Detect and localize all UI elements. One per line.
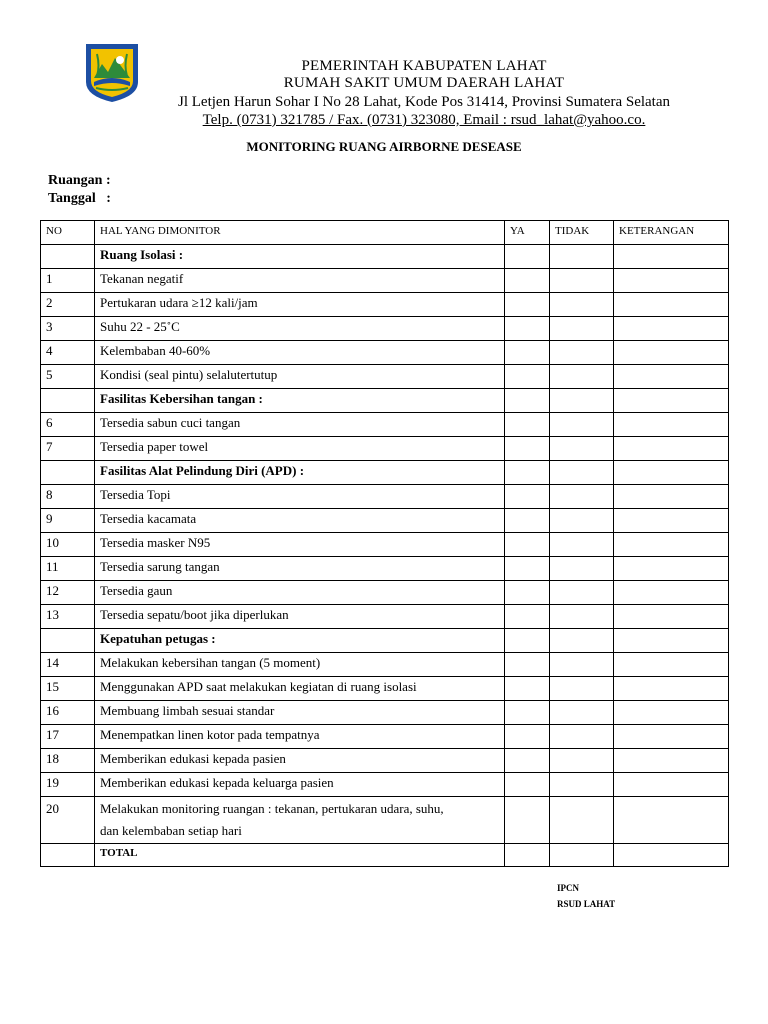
table-row (41, 437, 729, 461)
keterangan-cell[interactable] (614, 629, 729, 653)
keterangan-cell[interactable] (614, 773, 729, 797)
monitored-item: Tersedia Topi (95, 485, 505, 509)
tidak-cell[interactable] (550, 245, 614, 269)
row-number: 5 (41, 365, 95, 389)
row-number (41, 245, 95, 269)
form-meta (48, 172, 111, 208)
keterangan-cell[interactable] (614, 557, 729, 581)
monitored-item: Memberikan edukasi kepada pasien (95, 749, 505, 773)
row-number: 12 (41, 581, 95, 605)
keterangan-cell[interactable] (614, 389, 729, 413)
total-keterangan-cell[interactable] (614, 844, 729, 867)
tidak-cell[interactable] (550, 605, 614, 629)
tidak-cell[interactable] (550, 677, 614, 701)
row-number: 4 (41, 341, 95, 365)
monitored-item: Kondisi (seal pintu) selalutertutup (95, 365, 505, 389)
row-number: 13 (41, 605, 95, 629)
tidak-cell[interactable] (550, 485, 614, 509)
tidak-cell[interactable] (550, 413, 614, 437)
tidak-cell[interactable] (550, 269, 614, 293)
signoff (557, 880, 615, 912)
tidak-cell[interactable] (550, 509, 614, 533)
header-tidak: TIDAK (550, 221, 614, 245)
table-row (41, 293, 729, 317)
row-number: 17 (41, 725, 95, 749)
keterangan-cell[interactable] (614, 365, 729, 389)
header-no: NO (41, 221, 95, 245)
row-number: 10 (41, 533, 95, 557)
header-item: HAL YANG DIMONITOR (95, 221, 505, 245)
keterangan-cell[interactable] (614, 269, 729, 293)
keterangan-cell[interactable] (614, 341, 729, 365)
section-heading: Ruang Isolasi : (95, 245, 505, 269)
ya-cell[interactable] (505, 461, 550, 485)
row-number: 19 (41, 773, 95, 797)
keterangan-cell[interactable] (614, 461, 729, 485)
tidak-cell[interactable] (550, 341, 614, 365)
table-row (41, 413, 729, 437)
table-row (41, 773, 729, 797)
ya-cell[interactable] (505, 725, 550, 749)
table-row (41, 797, 729, 844)
document-title: MONITORING RUANG AIRBORNE DESEASE (246, 139, 522, 154)
total-ya-cell[interactable] (505, 844, 550, 867)
row-number: 20 (41, 797, 95, 844)
table-row (41, 653, 729, 677)
monitored-item: Membuang limbah sesuai standar (95, 701, 505, 725)
ya-cell[interactable] (505, 293, 550, 317)
tidak-cell[interactable] (550, 749, 614, 773)
monitored-item: Tekanan negatif (95, 269, 505, 293)
keterangan-cell[interactable] (614, 533, 729, 557)
tidak-cell[interactable] (550, 653, 614, 677)
monitored-item: Tersedia kacamata (95, 509, 505, 533)
monitored-item: Kelembaban 40-60% (95, 341, 505, 365)
ya-cell[interactable] (505, 341, 550, 365)
ya-cell[interactable] (505, 533, 550, 557)
section-row (41, 245, 729, 269)
table-header-row (41, 221, 729, 245)
tidak-cell[interactable] (550, 701, 614, 725)
keterangan-cell[interactable] (614, 245, 729, 269)
monitored-item: Tersedia gaun (95, 581, 505, 605)
table-row (41, 485, 729, 509)
ya-cell[interactable] (505, 437, 550, 461)
row-number: 11 (41, 557, 95, 581)
keterangan-cell[interactable] (614, 653, 729, 677)
table-row (41, 677, 729, 701)
table-row (41, 341, 729, 365)
section-heading: Kepatuhan petugas : (95, 629, 505, 653)
monitored-item: Suhu 22 - 25˚C (95, 317, 505, 341)
signoff-role: IPCN (557, 883, 579, 893)
keterangan-cell[interactable] (614, 437, 729, 461)
hospital-address: Jl Letjen Harun Sohar I No 28 Lahat, Kode Pos 31414, Provinsi Sumatera Selatan (178, 94, 670, 110)
row-number: 7 (41, 437, 95, 461)
keterangan-cell[interactable] (614, 797, 729, 844)
hospital-name: RUMAH SAKIT UMUM DAERAH LAHAT (283, 75, 565, 91)
section-heading: Fasilitas Alat Pelindung Diri (APD) : (95, 461, 505, 485)
row-number (41, 629, 95, 653)
ya-cell[interactable] (505, 365, 550, 389)
row-number: 6 (41, 413, 95, 437)
section-row (41, 389, 729, 413)
table-body (41, 245, 729, 844)
table-row (41, 269, 729, 293)
letterhead (80, 58, 768, 129)
ya-cell[interactable] (505, 413, 550, 437)
ya-cell[interactable] (505, 269, 550, 293)
monitored-item: Tersedia sepatu/boot jika diperlukan (95, 605, 505, 629)
tanggal-label: Tanggal : (48, 191, 111, 206)
keterangan-cell[interactable] (614, 749, 729, 773)
row-number: 9 (41, 509, 95, 533)
tidak-cell[interactable] (550, 437, 614, 461)
table-row (41, 533, 729, 557)
keterangan-cell[interactable] (614, 293, 729, 317)
keterangan-cell[interactable] (614, 485, 729, 509)
header-keterangan: KETERANGAN (614, 221, 729, 245)
row-number: 1 (41, 269, 95, 293)
tidak-cell[interactable] (550, 293, 614, 317)
table-row (41, 557, 729, 581)
ya-cell[interactable] (505, 749, 550, 773)
monitored-item: Tersedia masker N95 (95, 533, 505, 557)
tidak-cell[interactable] (550, 725, 614, 749)
table-row (41, 749, 729, 773)
section-row (41, 461, 729, 485)
row-number: 2 (41, 293, 95, 317)
keterangan-cell[interactable] (614, 581, 729, 605)
row-number: 8 (41, 485, 95, 509)
ya-cell[interactable] (505, 245, 550, 269)
table-row (41, 317, 729, 341)
total-row (41, 844, 729, 867)
monitored-item: Melakukan kebersihan tangan (5 moment) (95, 653, 505, 677)
row-number: 14 (41, 653, 95, 677)
monitored-item: Memberikan edukasi kepada keluarga pasien (95, 773, 505, 797)
table-row (41, 365, 729, 389)
ya-cell[interactable] (505, 701, 550, 725)
tidak-cell[interactable] (550, 317, 614, 341)
tidak-cell[interactable] (550, 389, 614, 413)
row-number (41, 389, 95, 413)
ruangan-label: Ruangan : (48, 173, 111, 188)
monitored-item (95, 797, 505, 844)
tidak-cell[interactable] (550, 629, 614, 653)
table-row (41, 581, 729, 605)
ya-cell[interactable] (505, 581, 550, 605)
table-row (41, 701, 729, 725)
keterangan-cell[interactable] (614, 605, 729, 629)
row-number (41, 461, 95, 485)
header-ya: YA (505, 221, 550, 245)
tidak-cell[interactable] (550, 773, 614, 797)
monitored-item: Tersedia paper towel (95, 437, 505, 461)
section-heading: Fasilitas Kebersihan tangan : (95, 389, 505, 413)
keterangan-cell[interactable] (614, 701, 729, 725)
government-name: PEMERINTAH KABUPATEN LAHAT (301, 58, 547, 74)
section-row (41, 629, 729, 653)
tidak-cell[interactable] (550, 797, 614, 844)
row-number: 3 (41, 317, 95, 341)
table-row (41, 725, 729, 749)
ya-cell[interactable] (505, 629, 550, 653)
tidak-cell[interactable] (550, 365, 614, 389)
tidak-cell[interactable] (550, 533, 614, 557)
ya-cell[interactable] (505, 389, 550, 413)
ya-cell[interactable] (505, 317, 550, 341)
monitored-item: Menempatkan linen kotor pada tempatnya (95, 725, 505, 749)
total-no-cell (41, 844, 95, 867)
row-number: 16 (41, 701, 95, 725)
ya-cell[interactable] (505, 797, 550, 844)
monitoring-table (40, 220, 729, 867)
tidak-cell[interactable] (550, 557, 614, 581)
monitored-item: Tersedia sarung tangan (95, 557, 505, 581)
ya-cell[interactable] (505, 653, 550, 677)
ya-cell[interactable] (505, 677, 550, 701)
ya-cell[interactable] (505, 773, 550, 797)
total-tidak-cell[interactable] (550, 844, 614, 867)
signoff-institution: RSUD LAHAT (557, 899, 616, 909)
row-number: 18 (41, 749, 95, 773)
ya-cell[interactable] (505, 485, 550, 509)
ya-cell[interactable] (505, 557, 550, 581)
keterangan-cell[interactable] (614, 509, 729, 533)
ya-cell[interactable] (505, 509, 550, 533)
tidak-cell[interactable] (550, 461, 614, 485)
monitored-item-line: Melakukan monitoring ruangan : tekanan, pertukaran udara, suhu, (100, 801, 444, 816)
total-label: TOTAL (95, 844, 505, 867)
monitored-item: Tersedia sabun cuci tangan (95, 413, 505, 437)
monitored-item: Pertukaran udara ≥12 kali/jam (95, 293, 505, 317)
keterangan-cell[interactable] (614, 413, 729, 437)
row-number: 15 (41, 677, 95, 701)
keterangan-cell[interactable] (614, 725, 729, 749)
hospital-contact: Telp. (0731) 321785 / Fax. (0731) 323080, Email : rsud_lahat@yahoo.co. (202, 112, 646, 128)
table-row (41, 509, 729, 533)
monitored-item: Menggunakan APD saat melakukan kegiatan di ruang isolasi (95, 677, 505, 701)
monitored-item-line: dan kelembaban setiap hari (100, 823, 242, 838)
table-row (41, 605, 729, 629)
keterangan-cell[interactable] (614, 677, 729, 701)
ya-cell[interactable] (505, 605, 550, 629)
keterangan-cell[interactable] (614, 317, 729, 341)
tidak-cell[interactable] (550, 581, 614, 605)
